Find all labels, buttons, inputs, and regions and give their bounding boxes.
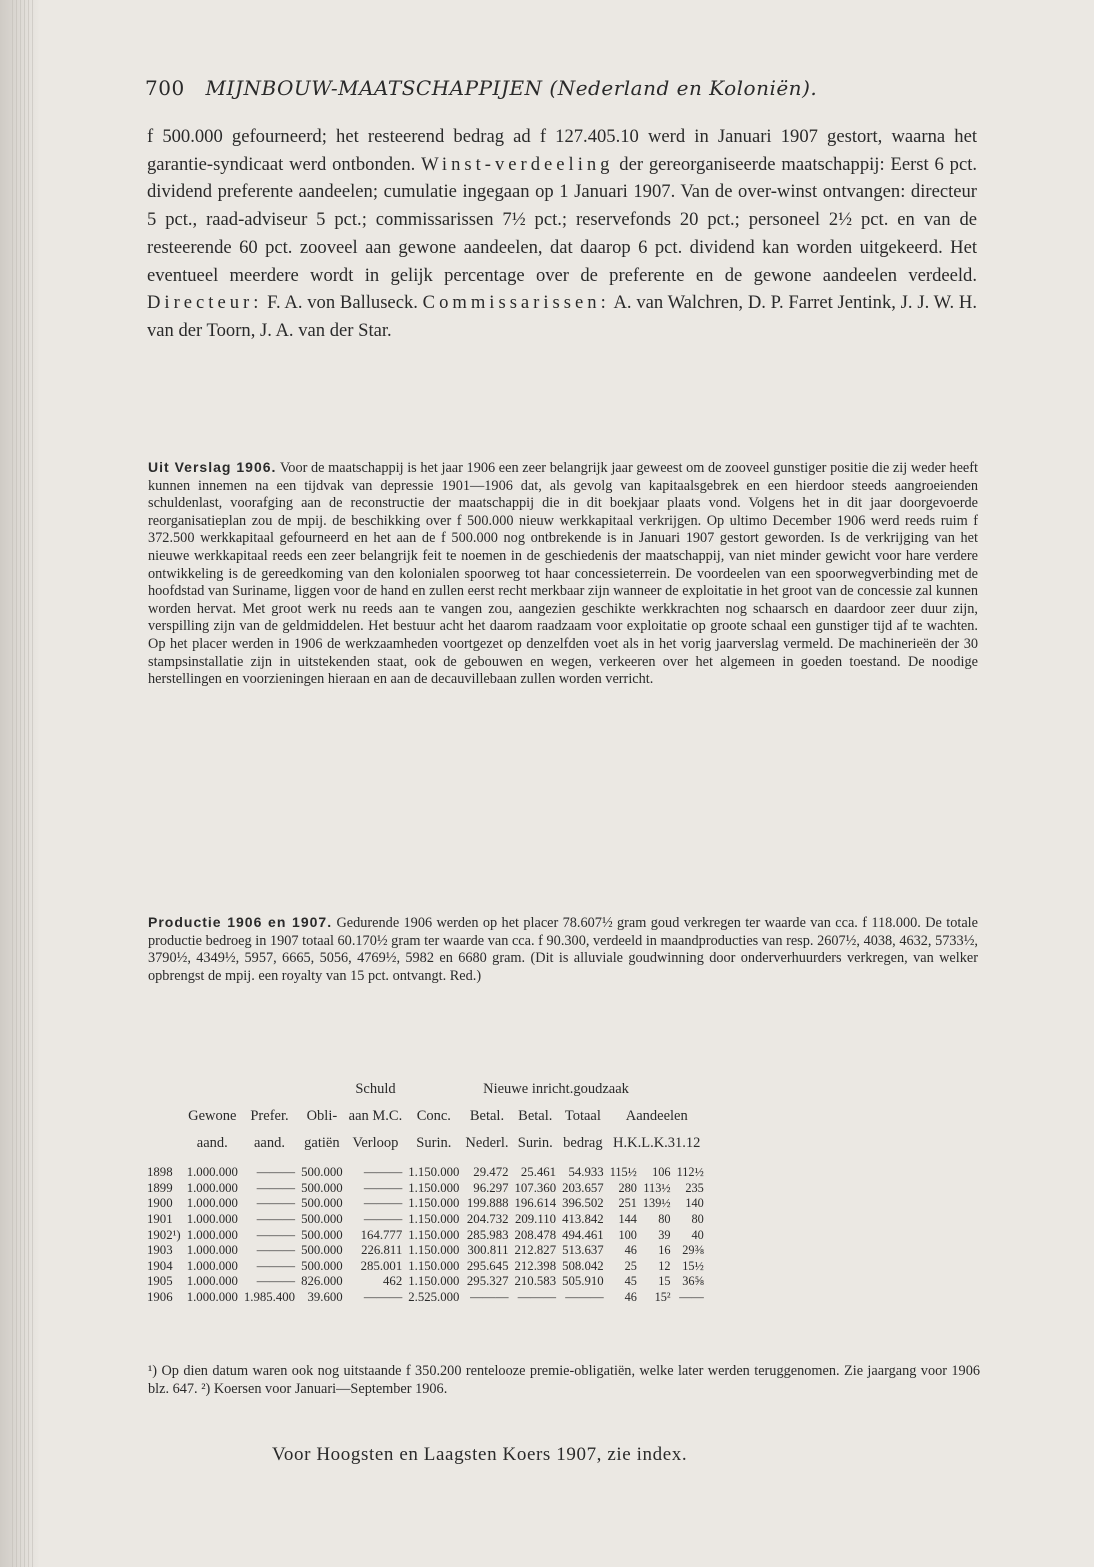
table-cell: 295.645 [466,1258,509,1273]
table-cell: 144 [618,1212,637,1227]
table-cell: —— [679,1290,704,1305]
table-cell: 1.150.000 [408,1274,460,1289]
row-year: 1903 [147,1243,173,1258]
intro-text-3: F. A. von Balluseck. [262,292,423,314]
table-cell: 15 [658,1274,671,1289]
table-cell: ——— [256,1258,296,1273]
table-cell: 100 [618,1227,637,1242]
table-cell: 112½ [676,1165,704,1180]
winstverdeeling-label: Winst-verdeeling [421,153,614,175]
table-body [144,1157,707,1305]
table-cell: 280 [618,1180,637,1195]
table-cell: 500.000 [301,1165,343,1180]
table-cell: ——— [363,1196,403,1211]
table-cell: ——— [256,1196,296,1211]
table-row [144,1290,707,1306]
table-cell: 12 [658,1258,671,1273]
table-cell: 25.461 [520,1165,557,1180]
table-cell: 164.777 [360,1227,403,1242]
column-header: Totaal [564,1108,601,1124]
productie-text: Gedurende 1906 werden op het placer 78.607½ gram goud verkregen ter waarde van cca. f 118.000. De totale productie bedroeg in 1907 totaal 60.170½ gram ter waarde van cca. f 90.300, verdeeld in maandproducties van resp. 2607½, 4038, 4632, 5733½, 3790½, 4349½, 5957, 6665, 5056, 4769½, 5982 en 6680 gram. (Dit is alluviale goudwinning door onderverhuurders verkregen, van welker opbrengst de mpij. een royalty van 15 pct. ontvangt. Red.) [148,915,978,984]
table-cell: ——— [256,1227,296,1242]
column-header: Obli- [306,1108,338,1124]
table-cell: 1.000.000 [186,1290,238,1305]
table-row [144,1227,707,1243]
table-cell: 25 [624,1258,637,1273]
footer-line: Voor Hoogsten en Laagsten Koers 1907, zie index. [272,1444,688,1465]
table-cell: 826.000 [301,1274,343,1289]
intro-text-2: der gereorganiseerde maatschappij: Eerst 6 pct. dividend preferente aandeelen; cumulatie ingegaan op 1 Januari 1907. Van de over-winst ontvangen: directeur 5 pct., raad-adviseur 5 pct.; commissarissen 7½ pct.; reservefonds 20 pct.; personeel 2½ pct. en van de resteerende 60 pct. zooveel aan gewone aandeelen, dat daarop 6 pct. dividend kan worden uitgekeerd. Het eventueel meerdere wordt in gelijk percentage over de preferente en de gewone aandeelen verdeeld. [147,153,978,286]
table-cell: 204.732 [466,1212,509,1227]
table-cell: ——— [363,1290,403,1305]
table-cell: 212.398 [514,1258,557,1273]
table-cell: 285.983 [466,1227,509,1242]
table-cell: 199.888 [466,1196,509,1211]
table-cell: 39.600 [307,1290,343,1305]
table-cell: 1.985.400 [243,1290,296,1305]
table-cell: 46 [624,1243,637,1258]
table-cell: 1.150.000 [408,1227,460,1242]
column-header: Betal. [518,1108,553,1124]
table-cell: 500.000 [301,1227,343,1242]
table-cell: 1.000.000 [186,1243,238,1258]
intro-paragraph [147,123,977,345]
directeur-label: Directeur: [147,292,263,314]
table-cell: 500.000 [301,1212,343,1227]
commissarissen-label: Commissarissen: [422,292,610,314]
column-subheader: aand. [196,1135,228,1151]
intro-text-4: A. van Walchren, D. P. Farret Jentink, J. J. W. H. van der Toorn, J. A. van der Star. [147,292,978,341]
table-cell: 1.000.000 [186,1212,238,1227]
column-subheader: aand. [253,1135,285,1151]
column-subheader: Verloop [352,1135,399,1151]
table-cell: 45 [624,1274,637,1289]
table-cell: 196.614 [514,1196,557,1211]
table-cell: 285.001 [360,1258,403,1273]
table-cell: 1.150.000 [408,1180,460,1195]
table-cell: ——— [470,1290,509,1305]
row-year: 1902¹) [147,1227,181,1242]
table-cell: 235 [685,1180,704,1195]
table-row [144,1157,707,1181]
table-cell: 115½ [609,1165,637,1180]
table-cell: 106 [652,1165,671,1180]
table-cell: 1.000.000 [186,1196,238,1211]
row-year: 1898 [147,1165,173,1180]
table-cell: 139½ [642,1196,671,1211]
table-cell: 107.360 [514,1180,557,1195]
row-year: 1899 [147,1180,173,1195]
table-cell: 1.150.000 [408,1258,460,1273]
column-header: Aandeelen [625,1108,688,1124]
table-cell: 15½ [682,1258,704,1273]
table-cell: 15² [654,1290,671,1305]
table-cell: 500.000 [301,1258,343,1273]
table-cell: ——— [256,1180,296,1195]
table-cell: ——— [256,1274,296,1289]
table-cell: 505.910 [562,1274,604,1289]
table-row [144,1212,707,1228]
verslag-text: Voor de maatschappij is het jaar 1906 een zeer belangrijk jaar geweest om de zooveel gunstiger positie die zij weder heeft kunnen innemen na een tijdvak van depressie 1901—1906 dat, als gevolg van kapitaalsgebrek en een hierdoor steeds aangroeienden schuldenlast, voorafging aan de reconstructie der maatschappij die in dit boekjaar plaats vond. Volgens het in dit jaar doorgevoerde reorganisatieplan zou de mpij. de beschikking over f 500.000 nieuw werkkapitaal verkrijgen. Op ultimo December 1906 werd reeds ruim f 372.500 werkkapitaal gefourneerd en het aan de f 500.000 nog ontbrekende is in Januari 1907 gestort geworden. Is de verkrijging van het nieuwe werkkapitaal reeds een zeer belangrijk feit te noemen in de geschiedenis der maatschappij, van niet minder gewicht voor hare verdere ontwikkeling is de gereedkoming van den kolonialen spoorweg tot haar concessieterrein. De voordeelen van een spoorwegverbinding met de hoofdstad van Suriname, liggen voor de hand en zullen eerst recht merkbaar zijn wanneer de exploitatie in het groot van de concessie zal kunnen worden hervat. Met groot werk nu reeds aan te vangen zou, aangezien geschikte werkkrachten nog schaarsch en daardoor zeer duur zijn, verspilling zijn van de geldmiddelen. Het bestuur acht het daarom raadzaam voor exploitatie op groote schaal een gunstiger tijd af te wachten. Op het placer werden in 1906 de werkzaamheden voortgezet op denzelfden voet als in het vorig jaarverslag vermeld. De machinerieën der 30 stampsinstallatie zijn in uitstekenden staat, ook de gebouwen en wegen, verkeeren over het algemeen in goeden toestand. De noodige herstellingen en voorzieningen hieraan en aan de decauvillebaan zullen worden verricht. [148,460,979,688]
row-year: 1906 [147,1290,173,1305]
column-header: Betal. [469,1108,505,1124]
column-subheader: Surin. [517,1135,553,1151]
table-cell: 113½ [643,1180,671,1195]
table-cell: 212.827 [514,1243,557,1258]
col-group-nieuwe-inricht: Nieuwe inricht.goudzaak [483,1081,629,1097]
table-cell: 1.150.000 [408,1212,460,1227]
table-cell: 209.110 [514,1212,557,1227]
column-subheader: gatiën [304,1135,340,1151]
table-cell: 1.150.000 [408,1165,460,1180]
page-header [145,76,985,100]
table-cell: 508.042 [562,1258,604,1273]
table-cell: 40 [691,1227,704,1242]
table-cell: ——— [565,1290,604,1305]
table-cell: 210.583 [514,1274,557,1289]
column-subheader: bedrag [563,1135,603,1151]
table-cell: ——— [363,1165,403,1180]
table-cell: 203.657 [562,1180,604,1195]
table-cell: 1.000.000 [186,1227,238,1242]
productie-heading: Productie 1906 en 1907. [148,914,333,930]
table-cell: 413.842 [562,1212,604,1227]
table-row [144,1259,707,1275]
table-cell: 226.811 [361,1243,403,1258]
table-cell: 295.327 [466,1274,509,1289]
table-row [144,1181,707,1197]
row-year: 1900 [147,1196,173,1211]
table-cell: 1.150.000 [408,1196,460,1211]
table-cell: ——— [363,1212,403,1227]
table-cell: ——— [256,1165,296,1180]
table-cell: 1.000.000 [186,1274,238,1289]
intro-text-1: f 500.000 gefourneerd; het resteerend bedrag ad f 127.405.10 werd in Januari 1907 gestort, waarna het garantie-syndicaat werd ontbonden. [147,126,977,175]
table-cell: 1.000.000 [186,1165,238,1180]
table-cell: ——— [517,1290,557,1305]
table-cell: 500.000 [301,1243,343,1258]
column-subheader: H.K.L.K.31.12 [613,1135,701,1151]
table-cell: 39 [658,1227,671,1242]
table-cell: ——— [363,1180,403,1195]
row-year: 1905 [147,1274,173,1289]
row-year: 1901 [147,1212,173,1227]
table-cell: ——— [256,1212,296,1227]
binding-edge [12,0,34,1567]
column-subheader: Nederl. [465,1135,509,1151]
verslag-section [148,459,978,689]
column-subheader: Surin. [416,1135,452,1151]
table-cell: 16 [658,1243,671,1258]
table-cell: 494.461 [562,1227,604,1242]
table-row [144,1243,707,1259]
column-header: aan M.C. [348,1108,403,1124]
productie-section [148,914,978,985]
table-header-row-2 [144,1103,707,1130]
table-cell: 1.150.000 [408,1243,460,1258]
column-header: Gewone [188,1108,237,1124]
table-cell: 140 [685,1196,704,1211]
table-row [144,1274,707,1290]
table-cell: 300.811 [467,1243,509,1258]
table-cell: 208.478 [514,1227,557,1242]
table-cell: 2.525.000 [408,1290,460,1305]
table-header-row-1 [144,1076,707,1103]
row-year: 1904 [147,1258,173,1273]
column-header: Conc. [416,1108,451,1124]
page-number: 700 [145,76,185,100]
table-cell: 80 [658,1212,671,1227]
col-group-schuld: Schuld [355,1081,396,1097]
column-header: Prefer. [250,1108,289,1124]
table-cell: 513.637 [562,1243,604,1258]
table-cell: 96.297 [473,1180,509,1195]
table-cell: 462 [383,1274,403,1289]
table-cell: ——— [256,1243,296,1258]
footnote: ¹) Op dien datum waren ook nog uitstaande f 350.200 rentelooze premie-obligatiën, welke later werden teruggenomen. Zie jaargang voor 1906 blz. 647. ²) Koersen voor Januari—September 1906. [148,1363,980,1397]
running-title: MIJNBOUW-MAATSCHAPPIJEN (Nederland en Koloniën). [205,76,818,100]
table-cell: 500.000 [301,1196,343,1211]
table-cell: 251 [618,1196,637,1211]
table-cell: 29⅜ [682,1243,704,1258]
table-header-row-3 [144,1130,707,1157]
table-cell: 80 [691,1212,704,1227]
table-cell: 46 [624,1290,637,1305]
table-row [144,1196,707,1212]
table-cell: 1.000.000 [186,1180,238,1195]
table-cell: 36⅝ [682,1274,704,1289]
table-cell: 1.000.000 [186,1258,238,1273]
verslag-heading: Uit Verslag 1906. [148,459,277,475]
financial-table [144,1076,707,1305]
table-cell: 54.933 [568,1165,604,1180]
table-cell: 29.472 [473,1165,509,1180]
table-cell: 396.502 [562,1196,604,1211]
table-cell: 500.000 [301,1180,343,1195]
